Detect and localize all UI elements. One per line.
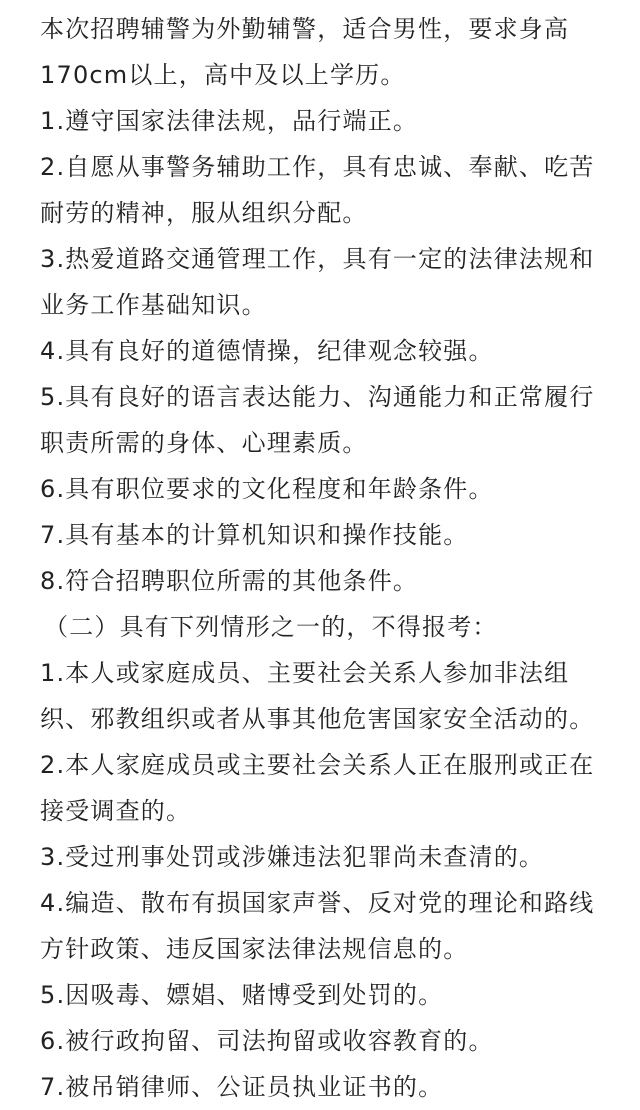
text-line: 7.被吊销律师、公证员执业证书的。 (40, 1073, 444, 1101)
text-line: 6.被行政拘留、司法拘留或收容教育的。 (40, 1027, 494, 1055)
text-line: 4.编造、散布有损国家声誉、反对党的理论和路线 (40, 889, 595, 917)
requirement-item-2 (40, 144, 618, 236)
text-line: 耐劳的精神，服从组织分配。 (40, 199, 368, 227)
requirement-item-5 (40, 374, 618, 466)
exclusion-item-1 (40, 650, 618, 742)
text-line: 1.遵守国家法律法规，品行端正。 (40, 107, 419, 135)
text-line: 业务工作基础知识。 (40, 291, 267, 319)
exclusion-item-5 (40, 972, 618, 1018)
text-line: 3.热爱道路交通管理工作，具有一定的法律法规和 (40, 245, 595, 273)
section-subheading (40, 604, 618, 650)
requirement-item-3 (40, 236, 618, 328)
text-line: 1.本人或家庭成员、主要社会关系人参加非法组 (40, 659, 570, 687)
text-line: 2.自愿从事警务辅助工作，具有忠诚、奉献、吃苦 (40, 153, 595, 181)
text-line: 2.本人家庭成员或主要社会关系人正在服刑或正在 (40, 751, 595, 779)
exclusion-item-3 (40, 834, 618, 880)
exclusion-item-2 (40, 742, 618, 834)
text-line: 8.符合招聘职位所需的其他条件。 (40, 567, 419, 595)
text-line: 170cm以上，高中及以上学历。 (40, 61, 406, 89)
text-line: 本次招聘辅警为外勤辅警，适合男性，要求身高 (40, 15, 570, 43)
text-line: 4.具有良好的道德情操，纪律观念较强。 (40, 337, 494, 365)
text-line: 接受调查的。 (40, 797, 192, 825)
requirement-item-4 (40, 328, 618, 374)
text-line: 5.具有良好的语言表达能力、沟通能力和正常履行 (40, 383, 595, 411)
requirement-item-1 (40, 98, 618, 144)
text-line: 织、邪教组织或者从事其他危害国家安全活动的。 (40, 705, 595, 733)
text-line: （二）具有下列情形之一的，不得报考： (44, 613, 498, 641)
text-line: 6.具有职位要求的文化程度和年龄条件。 (40, 475, 494, 503)
text-line: 7.具有基本的计算机知识和操作技能。 (40, 521, 469, 549)
exclusion-item-6 (40, 1018, 618, 1064)
exclusion-item-4 (40, 880, 618, 972)
requirement-item-6 (40, 466, 618, 512)
intro-paragraph (40, 6, 618, 98)
text-line: 职责所需的身体、心理素质。 (40, 429, 368, 457)
requirement-item-8 (40, 558, 618, 604)
text-line: 方针政策、违反国家法律法规信息的。 (40, 935, 469, 963)
exclusion-item-7 (40, 1064, 618, 1110)
requirement-item-7 (40, 512, 618, 558)
text-line: 5.因吸毒、嫖娼、赌博受到处罚的。 (40, 981, 444, 1009)
text-line: 3.受过刑事处罚或涉嫌违法犯罪尚未查清的。 (40, 843, 545, 871)
